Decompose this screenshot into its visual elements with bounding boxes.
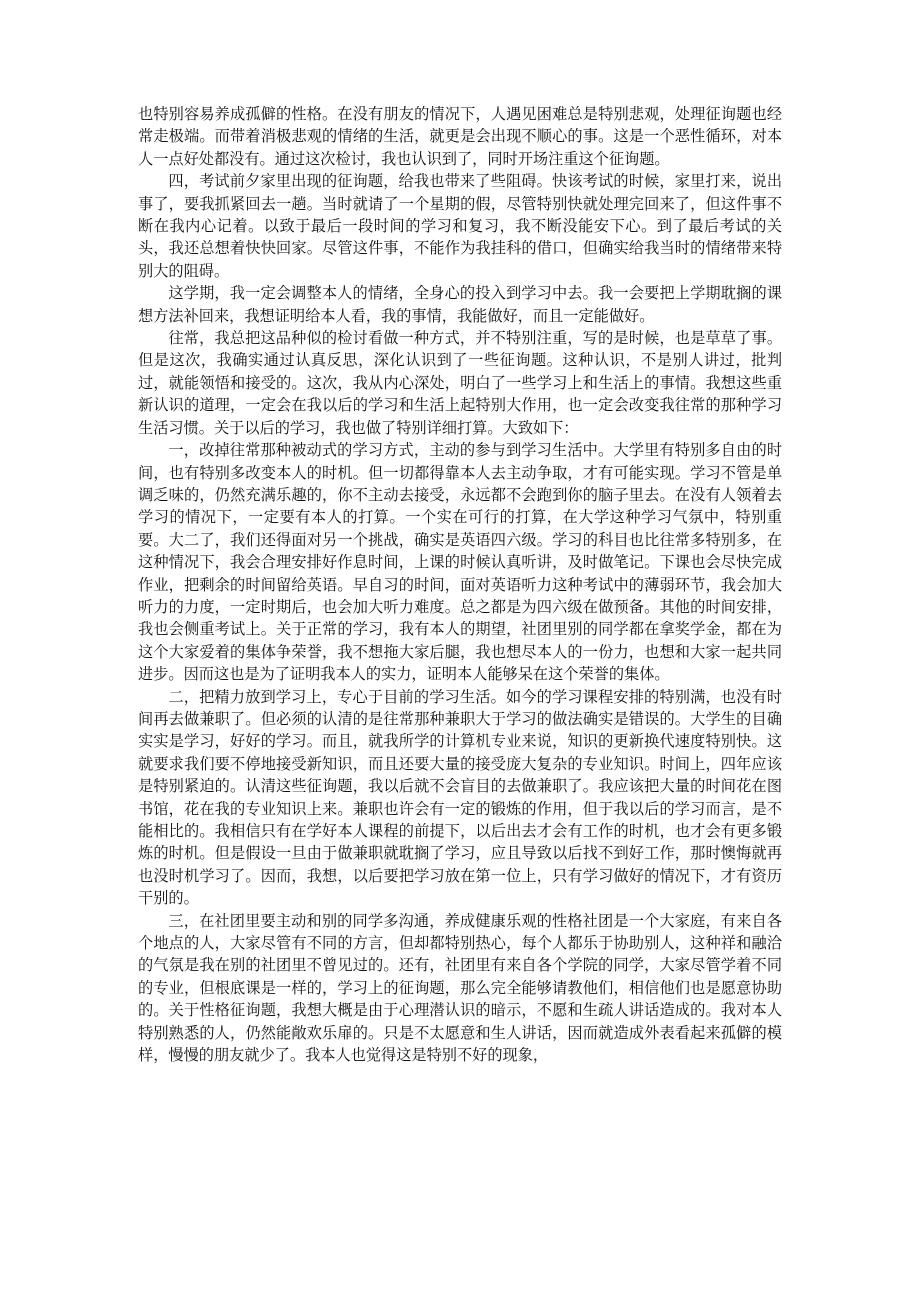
- paragraph-4: 往常，我总把这品种似的检讨看做一种方式，并不特别注重，写的是时候，也是草草了事。但是这次，我确实通过认真反思，深化认识到了一些征询题。这种认识，不是别人讲过，批判过，就能领悟和接受的。这次，我从内心深处，明白了一些学习上和生活上的事情。我想这些重新认识的道理，一定会在我以后的学习和生活上起特别大作用，也一定会改变我往常的那种学习生活习惯。关于以后的学习，我也做了特别详细打算。大致如下：: [138, 329, 782, 437]
- paragraph-7: 三，在社团里要主动和别的同学多沟通，养成健康乐观的性格社团是一个大家庭，有来自各个地点的人，大家尽管有不同的方言，但却都特别热心，每个人都乐于协助别人，这种祥和融洽的气氛是我在别的社团里不曾见过的。还有，社团里有来自各个学院的同学，大家尽管学着不同的专业，但根底课是一样的，学习上的征询题，那么完全能够请教他们，相信他们也是愿意协助的。关于性格征询题，我想大概是由于心理潜认识的暗示，不愿和生疏人讲话造成的。我对本人特别熟悉的人，仍然能敞欢乐扉的。只是不太愿意和生人讲话，因而就造成外表看起来孤僻的模样，慢慢的朋友就少了。我本人也觉得这是特别不好的现象，: [138, 911, 782, 1065]
- paragraph-6: 二，把精力放到学习上，专心于目前的学习生活。如今的学习课程安排的特别满，也没有时间再去做兼职了。但必须的认清的是往常那种兼职大于学习的做法确实是错误的。大学生的目确实实是学习，好好的学习。而且，就我所学的计算机专业来说，知识的更新换代速度特别快。这就要求我们要不停地接受新知识，而且还要大量的接受庞大复杂的专业知识。时间上，四年应该是特别紧迫的。认清这些征询题，我以后就不会盲目的去做兼职了。我应该把大量的时间花在图书馆，花在我的专业知识上来。兼职也许会有一定的锻炼的作用，但于我以后的学习而言，是不能相比的。我相信只有在学好本人课程的前提下，以后出去才会有工作的时机，也才会有更多锻炼的时机。但是假设一旦由于做兼职就耽搁了学习，应且导致以后找不到好工作，那时懊悔就再也没时机学习了。因而，我想，以后要把学习放在第一位上，只有学习做好的情况下，才有资历干别的。: [138, 687, 782, 908]
- paragraph-5: 一，改掉往常那种被动式的学习方式，主动的参与到学习生活中。大学里有特别多自由的时间，也有特别多改变本人的时机。但一切都得靠本人去主动争取，才有可能实现。学习不管是单调乏味的，仍然充满乐趣的，你不主动去接受，永远都不会跑到你的脑子里去。在没有人领着去学习的情况下，一定要有本人的打算。一个实在可行的打算，在大学这种学习气氛中，特别重要。大二了，我们还得面对另一个挑战，确实是英语四六级。学习的科目也比往常多特别多，在这种情况下，我会合理安排好作息时间，上课的时候认真听讲，及时做笔记。下课也会尽快完成作业，把剩余的时间留给英语。早自习的时间，面对英语听力这种考试中的薄弱环节，我会加大听力的力度，一定时期后，也会加大听力难度。总之都是为四六级在做预备。其他的时间安排，我也会侧重考试上。关于正常的学习，我有本人的期望，社团里别的同学都在拿奖学金，都在为这个大家爱着的集体争荣誉，我不想拖大家后腿，我也想尽本人的一份力，也想和大家一起共同进步。因而这也是为了证明我本人的实力，证明本人能够呆在这个荣誉的集体。: [138, 441, 782, 684]
- paragraph-3: 这学期，我一定会调整本人的情绪，全身心的投入到学习中去。我一会要把上学期耽搁的课想方法补回来，我想证明给本人看，我的事情，我能做好，而且一定能做好。: [138, 284, 782, 325]
- paragraph-2: 四，考试前夕家里出现的征询题，给我也带来了些阻碍。快该考试的时候，家里打来，说出事了，要我抓紧回去一趟。当时就请了一个星期的假，尽管特别快就处理完回来了，但这件事不断在我内心记着。以致于最后一段时间的学习和复习，我不断没能安下心。到了最后考试的关头，我还总想着快快回家。尽管这件事，不能作为我挂科的借口，但确实给我当时的情绪带来特别大的阻碍。: [138, 172, 782, 280]
- paragraph-1: 也特别容易养成孤僻的性格。在没有朋友的情况下，人遇见困难总是特别悲观，处理征询题也经常走极端。而带着消极悲观的情绪的生活，就更是会出现不顺心的事。这是一个恶性循环，对本人一点好处都没有。通过这次检讨，我也认识到了，同时开场注重这个征询题。: [138, 105, 782, 168]
- document-body: [138, 103, 782, 1066]
